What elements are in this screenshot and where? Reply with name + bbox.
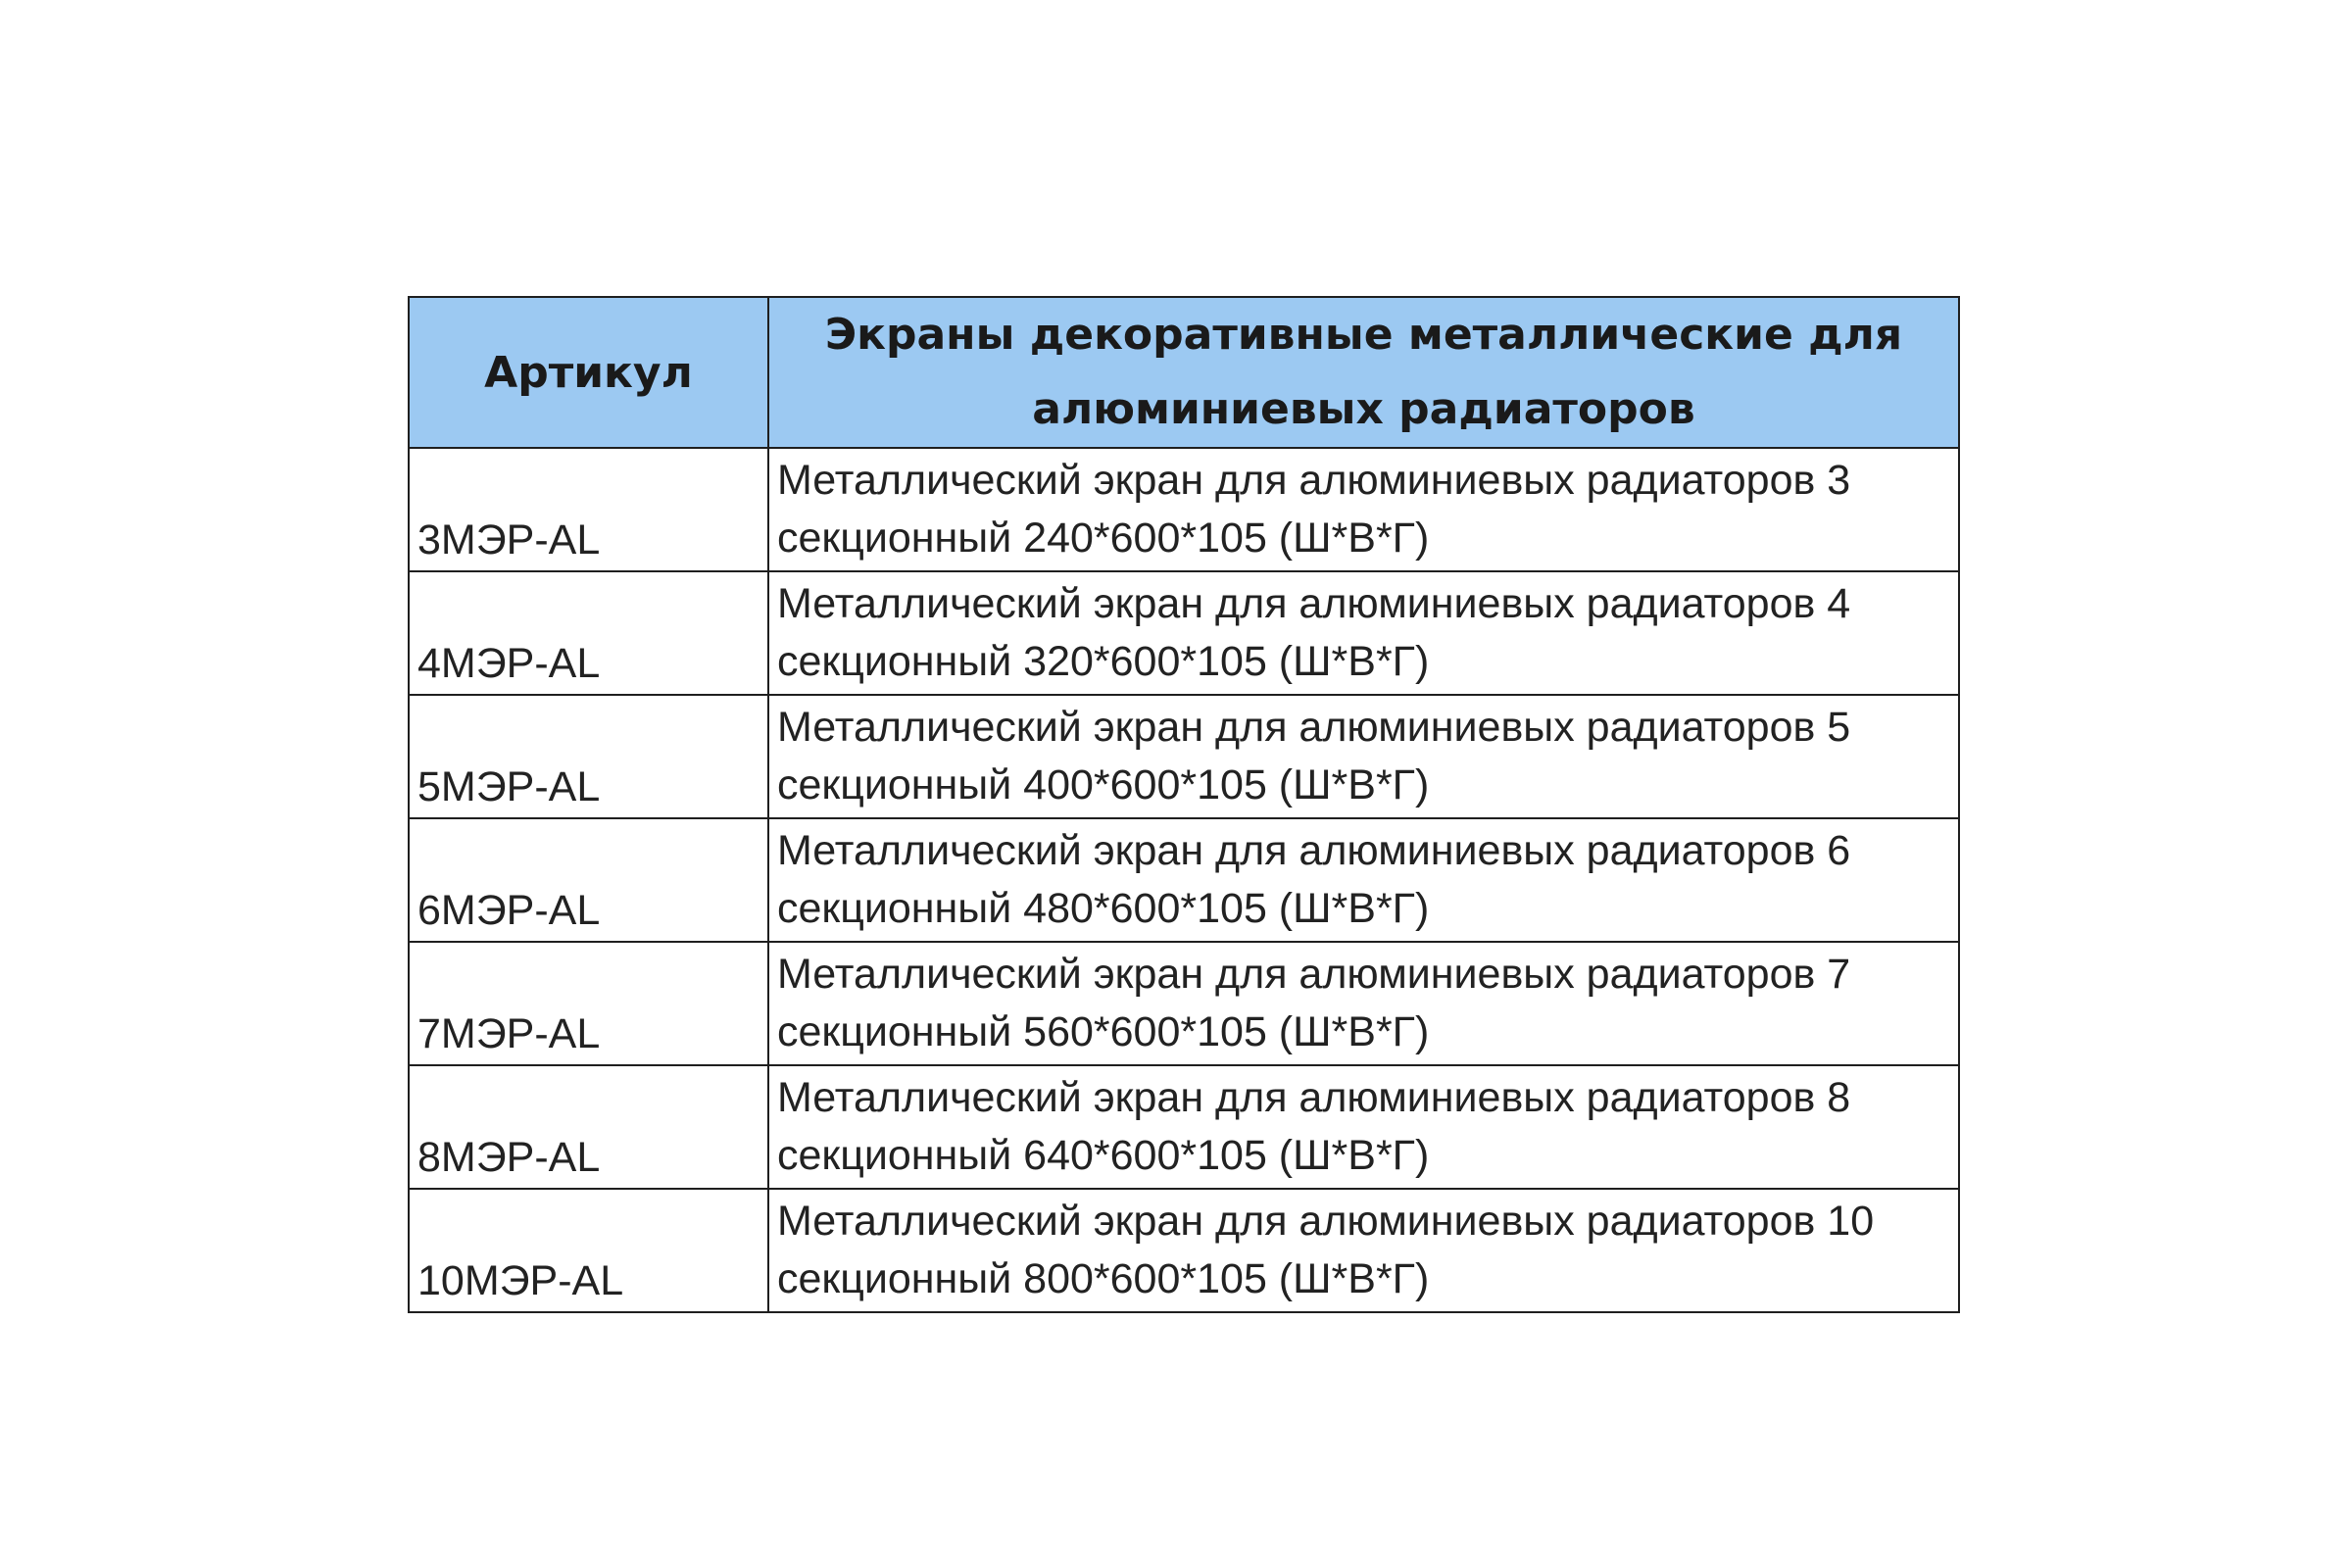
cell-sku: 10МЭР-AL — [409, 1189, 768, 1312]
cell-sku: 6МЭР-AL — [409, 818, 768, 942]
table-body — [409, 448, 1959, 1312]
table-row — [409, 942, 1959, 1065]
cell-sku: 7МЭР-AL — [409, 942, 768, 1065]
table-header — [409, 297, 1959, 448]
cell-sku: 3МЭР-AL — [409, 448, 768, 571]
cell-sku: 4МЭР-AL — [409, 571, 768, 695]
table-row — [409, 571, 1959, 695]
cell-description: Металлический экран для алюминиевых радиаторов 7 секционный 560*600*105 (Ш*В*Г) — [768, 942, 1959, 1065]
cell-description: Металлический экран для алюминиевых радиаторов 4 секционный 320*600*105 (Ш*В*Г) — [768, 571, 1959, 695]
cell-description: Металлический экран для алюминиевых радиаторов 3 секционный 240*600*105 (Ш*В*Г) — [768, 448, 1959, 571]
cell-description: Металлический экран для алюминиевых радиаторов 6 секционный 480*600*105 (Ш*В*Г) — [768, 818, 1959, 942]
cell-description: Металлический экран для алюминиевых радиаторов 10 секционный 800*600*105 (Ш*В*Г) — [768, 1189, 1959, 1312]
table-row — [409, 695, 1959, 818]
cell-description: Металлический экран для алюминиевых радиаторов 5 секционный 400*600*105 (Ш*В*Г) — [768, 695, 1959, 818]
product-table-container — [408, 296, 1958, 1313]
product-table — [408, 296, 1960, 1313]
cell-sku: 5МЭР-AL — [409, 695, 768, 818]
header-sku: Артикул — [409, 297, 768, 448]
cell-description: Металлический экран для алюминиевых радиаторов 8 секционный 640*600*105 (Ш*В*Г) — [768, 1065, 1959, 1189]
table-row — [409, 818, 1959, 942]
table-row — [409, 448, 1959, 571]
table-row — [409, 1189, 1959, 1312]
table-row — [409, 1065, 1959, 1189]
header-description: Экраны декоративные металлические для алюминиевых радиаторов — [768, 297, 1959, 448]
table-header-row — [409, 297, 1959, 448]
cell-sku: 8МЭР-AL — [409, 1065, 768, 1189]
